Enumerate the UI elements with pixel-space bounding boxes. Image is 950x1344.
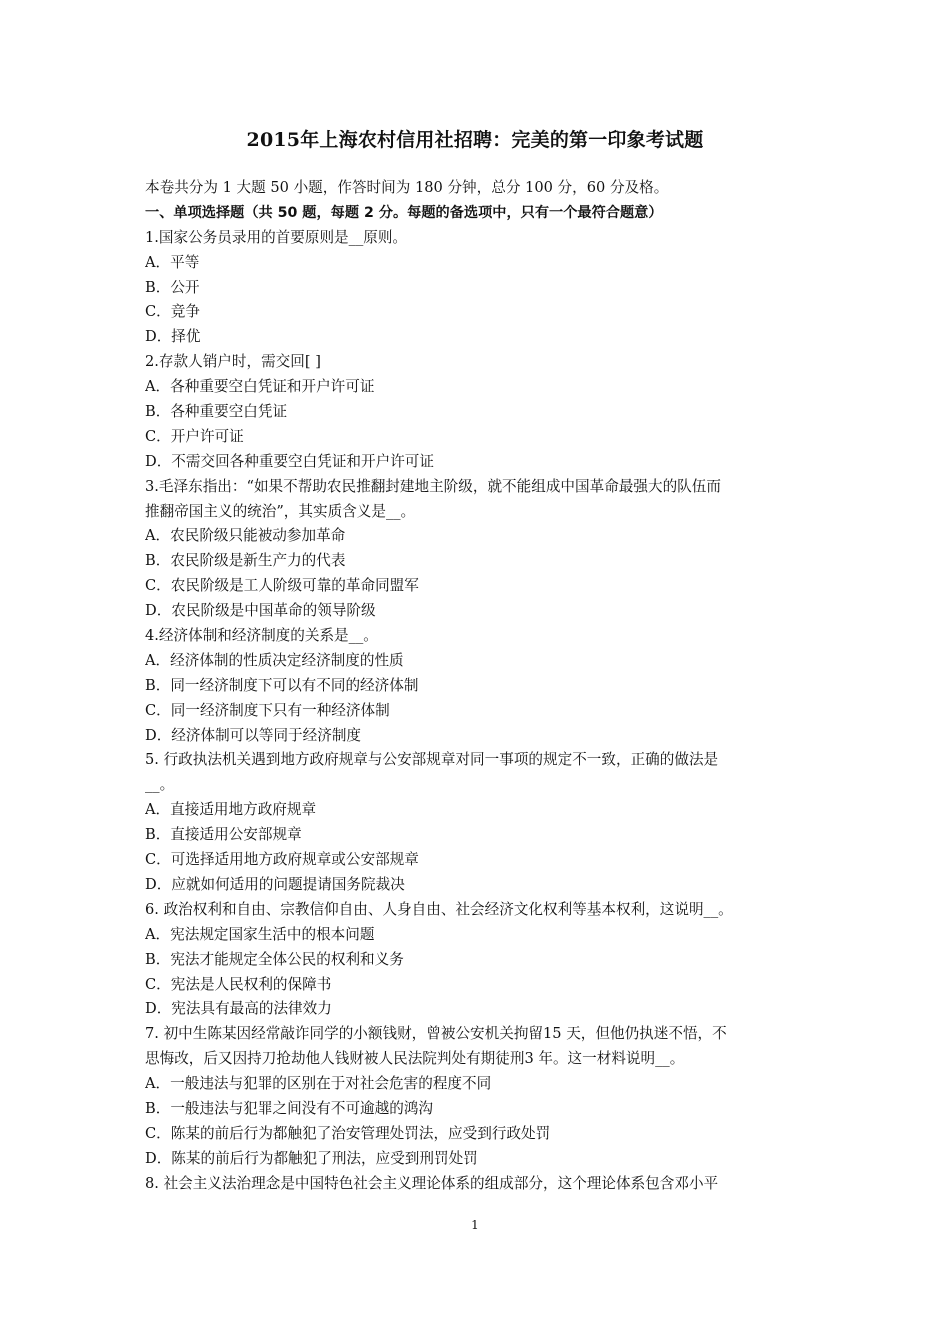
text-line: A．农民阶级只能被动参加革命 [145, 527, 346, 545]
text-line: D．应就如何适用的问题提请国务院裁决 [145, 875, 405, 893]
text-line: B．同一经济制度下可以有不同的经济体制 [145, 676, 419, 694]
text-line: D．不需交回各种重要空白凭证和开户许可证 [145, 452, 434, 470]
text-line: 1.国家公务员录用的首要原则是__原则。 [145, 228, 408, 246]
text-line: D．陈某的前后行为都触犯了刑法，应受到刑罚处罚 [145, 1149, 478, 1167]
text-line: C．同一经济制度下只有一种经济体制 [145, 701, 390, 719]
text-line: 推翻帝国主义的统治”，其实质含义是__。 [145, 502, 416, 520]
text-line: 7. 初中生陈某因经常敲诈同学的小额钱财，曾被公安机关拘留15 天，但他仍执迷不悟，不 [145, 1025, 727, 1043]
document-body [145, 176, 810, 1197]
text-line: A．各种重要空白凭证和开户许可证 [145, 378, 375, 396]
text-line: D．农民阶级是中国革命的领导阶级 [145, 602, 376, 620]
text-line: C．农民阶级是工人阶级可靠的革命同盟军 [145, 577, 419, 595]
text-line: A．一般违法与犯罪的区别在于对社会危害的程度不同 [145, 1075, 492, 1093]
text-line: 2.存款人销户时，需交回[ ] [145, 353, 321, 371]
text-line: A．经济体制的性质决定经济制度的性质 [145, 651, 404, 669]
text-line: C．竞争 [145, 303, 200, 321]
text-line: 6. 政治权利和自由、宗教信仰自由、人身自由、社会经济文化权利等基本权利，这说明__。 [145, 900, 733, 918]
document-title: 2015年上海农村信用社招聘：完美的第一印象考试题 [246, 129, 704, 151]
text-line: D．宪法具有最高的法律效力 [145, 1000, 332, 1018]
text-line: B．一般违法与犯罪之间没有不可逾越的鸿沟 [145, 1099, 434, 1117]
text-line: 8. 社会主义法治理念是中国特色社会主义理论体系的组成部分，这个理论体系包含邓小平 [145, 1174, 719, 1192]
text-line: B．农民阶级是新生产力的代表 [145, 552, 346, 570]
page-number: 1 [471, 1218, 479, 1232]
text-line: 本卷共分为 1 大题 50 小题，作答时间为 180 分钟，总分 100 分，60 分及格。 [145, 179, 669, 196]
text-line: 5. 行政执法机关遇到地方政府规章与公安部规章对同一事项的规定不一致，正确的做法是 [145, 751, 719, 769]
text-line: C．宪法是人民权利的保障书 [145, 975, 332, 993]
text-line: 4.经济体制和经济制度的关系是__。 [145, 627, 378, 645]
text-line: C．开户许可证 [145, 427, 244, 445]
text-line: 思悔改，后又因持刀抢劫他人钱财被人民法院判处有期徒刑3 年。这一材料说明__。 [145, 1050, 685, 1068]
text-line: B．各种重要空白凭证 [145, 403, 288, 421]
text-line: B．公开 [145, 278, 200, 296]
text-line: C．可选择适用地方政府规章或公安部规章 [145, 851, 419, 869]
text-line: B．直接适用公安部规章 [145, 826, 302, 844]
text-line: D．经济体制可以等同于经济制度 [145, 726, 362, 744]
text-line: D．择优 [145, 328, 201, 346]
text-line: B．宪法才能规定全体公民的权利和义务 [145, 950, 404, 968]
section-heading: 一、单项选择题（共 50 题，每题 2 分。每题的备选项中，只有一个最符合题意） [145, 204, 663, 221]
text-line: A．直接适用地方政府规章 [145, 801, 317, 819]
text-line: __。 [145, 776, 175, 794]
text-line: 3.毛泽东指出：“如果不帮助农民推翻封建地主阶级，就不能组成中国革命最强大的队伍而 [145, 477, 721, 495]
text-line: C．陈某的前后行为都触犯了治安管理处罚法，应受到行政处罚 [145, 1124, 551, 1142]
text-line: A．平等 [145, 253, 200, 271]
text-line: A．宪法规定国家生活中的根本问题 [145, 925, 375, 943]
